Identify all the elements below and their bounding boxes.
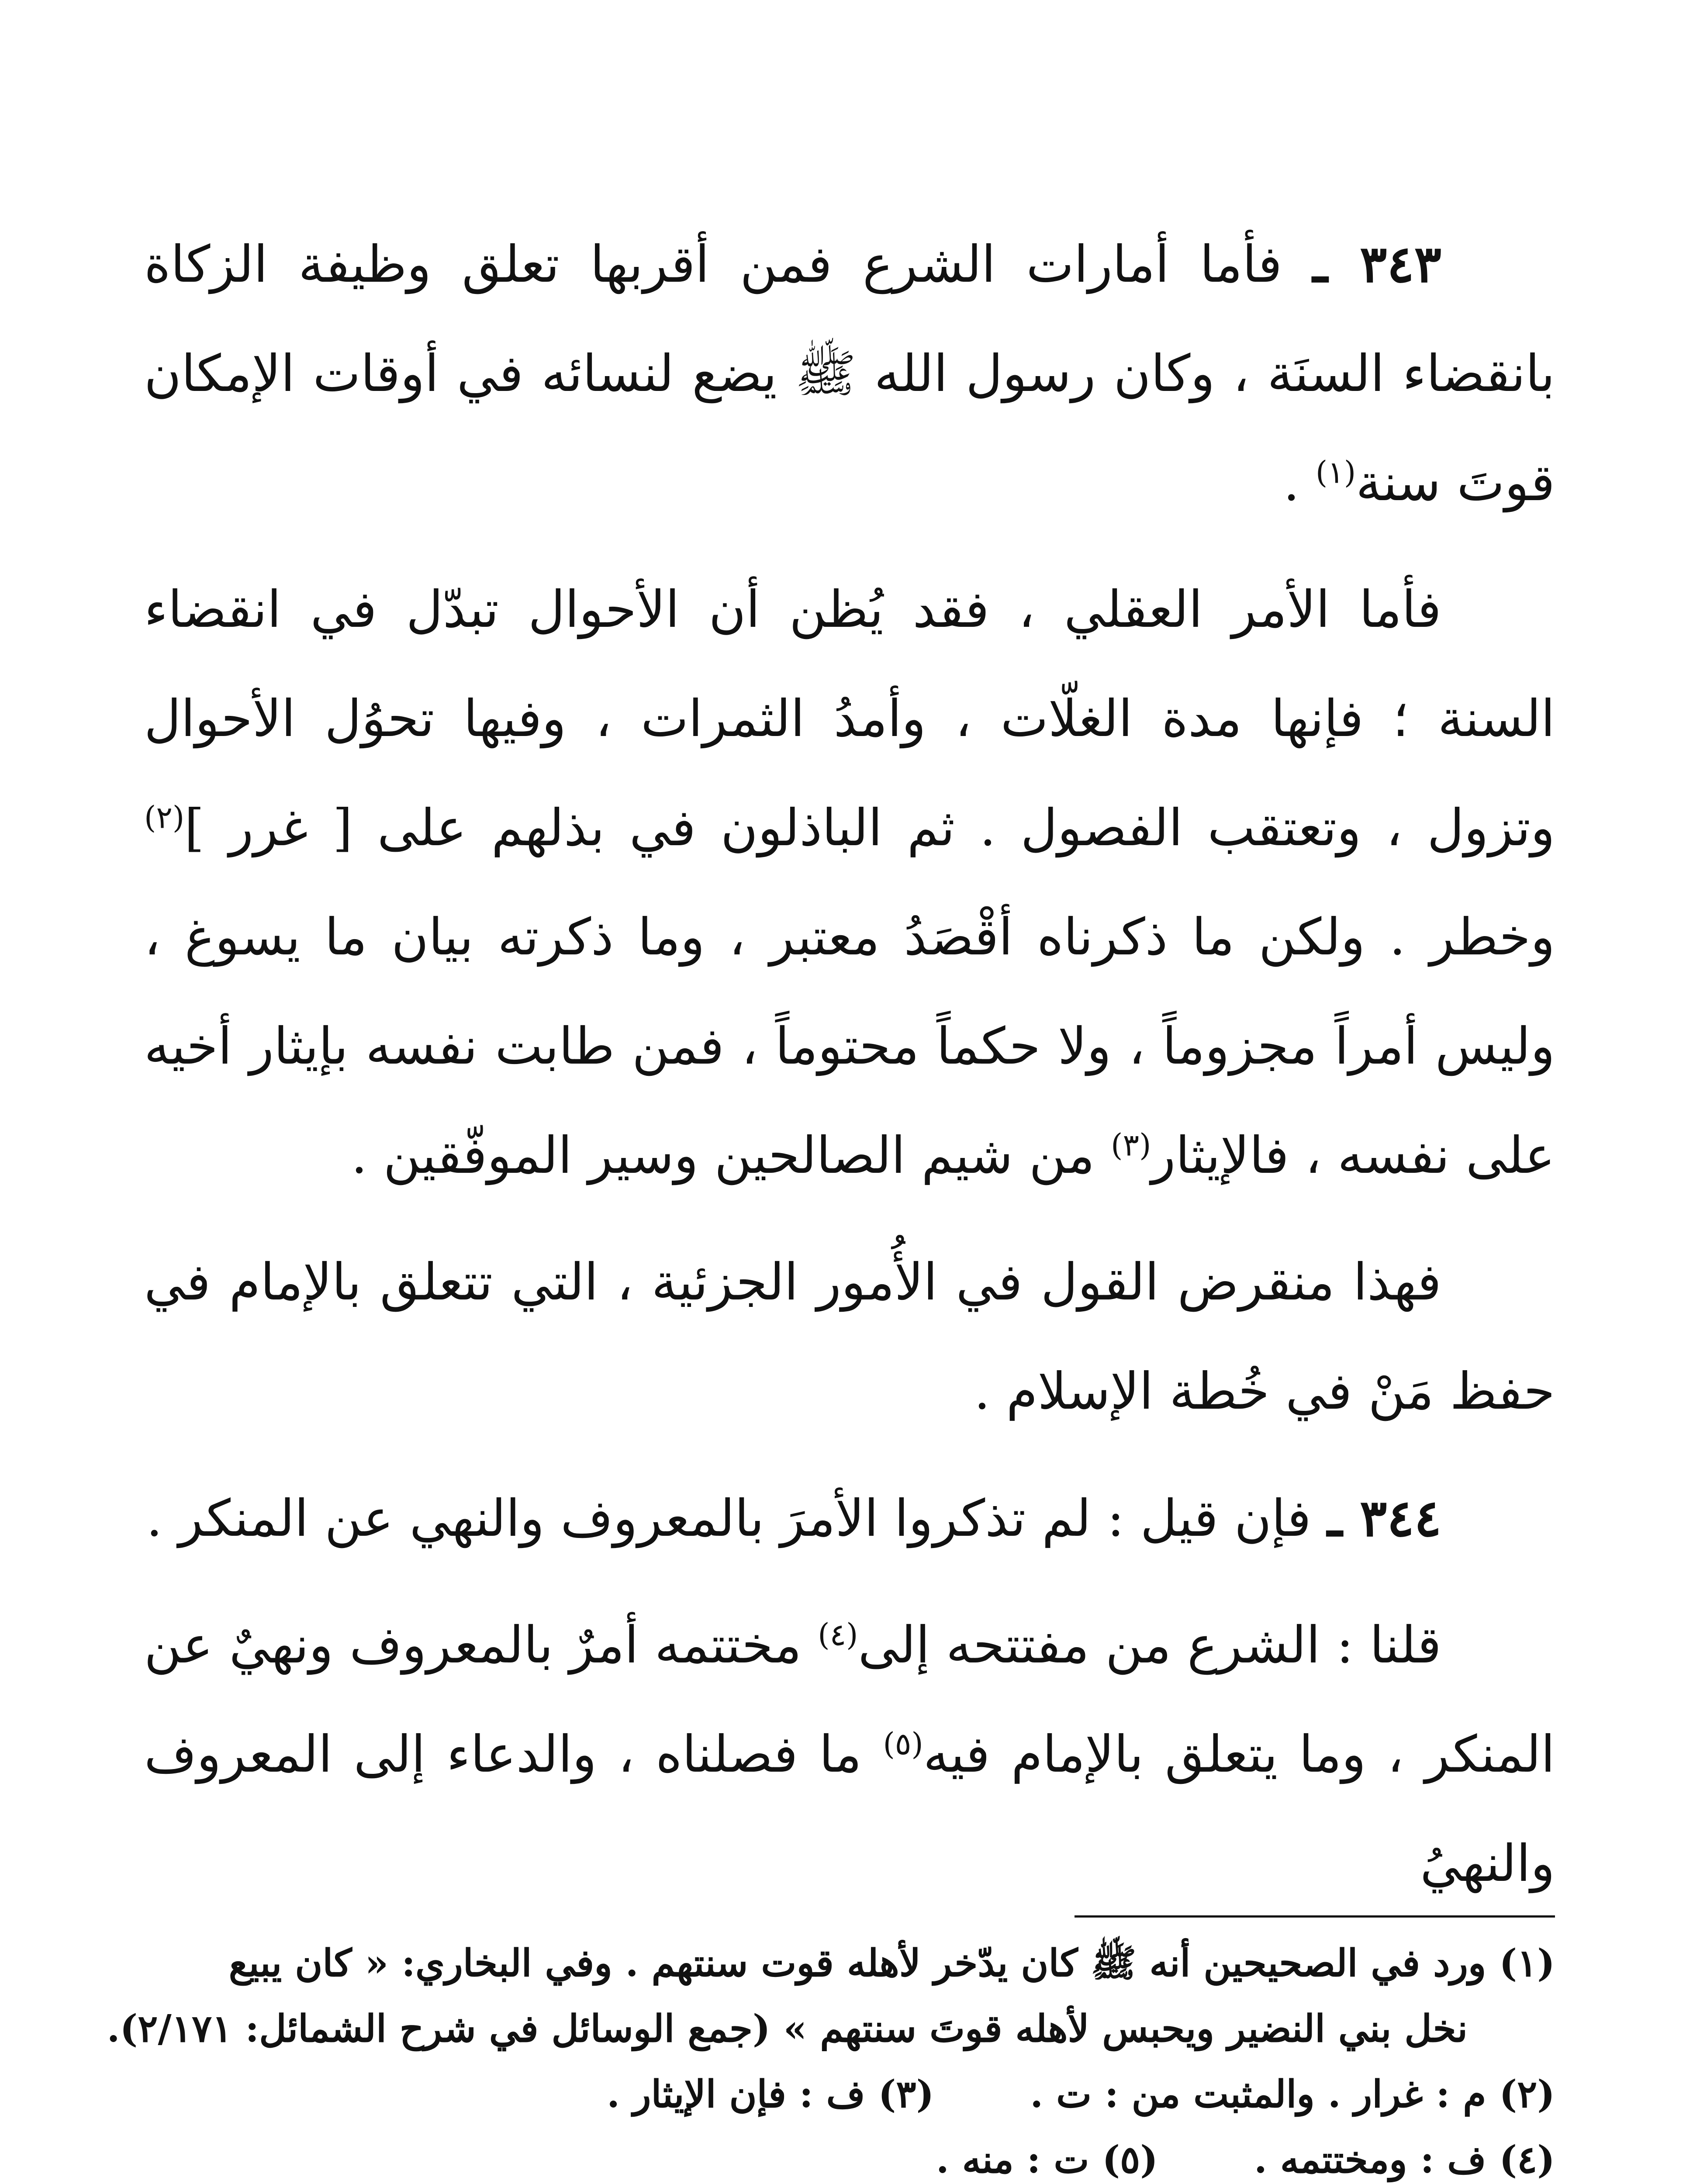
paragraph-344 [144, 1464, 1555, 1573]
paragraph-number: ٣٤٣ ـ [1313, 235, 1442, 294]
footnote-ref-4: (٤) [818, 1617, 858, 1653]
paragraph-text: قلنا : الشرع من مفتتحه إلى [858, 1616, 1441, 1675]
paragraph-rational-matter [144, 555, 1555, 1210]
footnote-1-line-2: نخل بني النضير ويحبس لأهله قوتَ سنتهم » (جمع الوسائل في شرح الشمائل: ٢/١٧١). [107, 2007, 1468, 2051]
paragraph-answer [144, 1591, 1555, 1918]
footnote-5: (٥) ت : منه . [936, 2138, 1158, 2182]
paragraph-text: من شيم الصالحين وسير الموفّقين . [351, 1126, 1111, 1185]
footnote-ref-3: (٣) [1111, 1127, 1151, 1163]
footnote-row-4-5 [144, 2127, 1555, 2184]
footnote-ref-5: (٥) [883, 1726, 923, 1762]
footnote-4: (٤) ف : ومختتمه . [1254, 2138, 1555, 2182]
paragraph-conclusion [144, 1228, 1555, 1446]
paragraph-number: ٣٤٤ ـ [1327, 1489, 1441, 1548]
paragraph-text: فهذا منقرض القول في الأُمور الجزئية ، التي تتعلق بالإمام في حفظ مَنْ في خُطة الإسلام . [144, 1253, 1555, 1421]
paragraph-text: ما فصلناه ، والدعاء إلى المعروف والنهيُ [144, 1725, 1555, 1893]
footnote-ref-2: (٢) [144, 799, 185, 836]
paragraph-text: فإن قيل : لم تذكروا الأمرَ بالمعروف والنهي عن المنكر . [146, 1489, 1311, 1548]
paragraph-text: فأما الأمر العقلي ، فقد يُظن أن الأحوال تبدّل في انقضاء السنة ؛ فإنها مدة الغلّات ، وأمدُ الثمرات ، وفيها تحوُل الأحوال وتزول ، وتعتقب الفصول . ثم الباذلون في بذلهم على [ غرر ] [144, 580, 1555, 857]
main-text [144, 210, 1555, 1936]
footnote-ref-1: (١) [1315, 454, 1356, 491]
footnote-2: (٢) م : غرار . والمثبت من : ت . [1030, 2072, 1555, 2116]
footnote-3: (٣) ف : فإن الإيثار . [607, 2072, 934, 2116]
footnote-separator [1075, 1915, 1555, 1918]
paragraph-text: فأما أمارات الشرع فمن أقربها تعلق وظيفة الزكاة بانقضاء السنَة ، وكان رسول الله ﷺ يضع لنسائه في أوقات الإمكان قوتَ سنة [144, 235, 1555, 512]
footnotes [107, 1931, 1555, 2184]
paragraph-text: . [1283, 453, 1316, 512]
footnote-row-2-3 [144, 2062, 1555, 2127]
paragraph-text: مختتمه أمرٌ بالمعروف ونهيٌ عن المنكر ، وما يتعلق بالإمام فيه [144, 1616, 1555, 1784]
footnote-1-line-1: (١) ورد في الصحيحين أنه ﷺ كان يدّخر لأهله قوت سنتهم . وفي البخاري: « كان يبيع [228, 1941, 1555, 1985]
paragraph-text: وخطر . ولكن ما ذكرناه أقْصَدُ معتبر ، وما ذكرته بيان ما يسوغ ، وليس أمراً مجزوماً ، ولا حكماً محتوماً ، فمن طابت نفسه بإيثار أخيه على نفسه ، فالإيثار [144, 908, 1555, 1185]
paragraph-343 [144, 210, 1555, 538]
